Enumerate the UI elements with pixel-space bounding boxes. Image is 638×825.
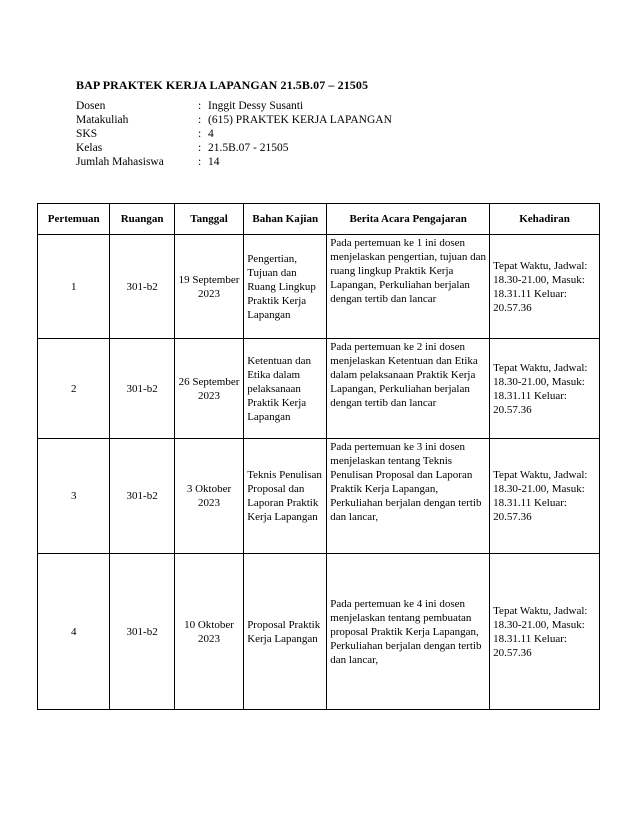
cell-pertemuan: 3 — [38, 439, 110, 554]
cell-tanggal: 10 Oktober 2023 — [174, 554, 243, 710]
info-row-kelas — [76, 141, 392, 155]
cell-berita-acara: Pada pertemuan ke 4 ini dosen menjelaskan tentang pembuatan proposal Praktik Kerja Lapangan, Perkuliahan berjalan dengan tertib dan lancar, — [327, 554, 490, 710]
table-row — [38, 439, 600, 554]
cell-tanggal: 26 September 2023 — [174, 339, 243, 439]
info-colon: : — [198, 100, 202, 112]
table-row — [38, 235, 600, 339]
cell-bahan-kajian: Proposal Praktik Kerja Lapangan — [244, 554, 327, 710]
info-value: 14 — [208, 156, 220, 168]
table-row — [38, 339, 600, 439]
info-label: Matakuliah — [76, 114, 129, 126]
info-colon: : — [198, 156, 202, 168]
cell-ruangan: 301-b2 — [110, 439, 174, 554]
cell-bahan-kajian: Ketentuan dan Etika dalam pelaksanaan Praktik Kerja Lapangan — [244, 339, 327, 439]
course-info — [76, 99, 392, 169]
info-row-jumlah-mahasiswa — [76, 155, 392, 169]
cell-tanggal: 19 September 2023 — [174, 235, 243, 339]
cell-ruangan: 301-b2 — [110, 339, 174, 439]
cell-tanggal: 3 Oktober 2023 — [174, 439, 243, 554]
cell-pertemuan: 4 — [38, 554, 110, 710]
table-row — [38, 554, 600, 710]
cell-bahan-kajian: Teknis Penulisan Proposal dan Laporan Praktik Kerja Lapangan — [244, 439, 327, 554]
bap-table — [37, 203, 600, 710]
document-title: BAP PRAKTEK KERJA LAPANGAN 21.5B.07 – 21505 — [76, 78, 369, 92]
info-value: (615) PRAKTEK KERJA LAPANGAN — [208, 114, 392, 126]
info-row-matakuliah — [76, 113, 392, 127]
cell-ruangan: 301-b2 — [110, 554, 174, 710]
info-label: Kelas — [76, 142, 103, 154]
info-value: 4 — [208, 128, 214, 140]
cell-berita-acara: Pada pertemuan ke 1 ini dosen menjelaskan pengertian, tujuan dan ruang lingkup Praktik Kerja Lapangan, Perkuliahan berjalan dengan tertib dan lancar — [327, 235, 490, 339]
header-tanggal: Tanggal — [174, 204, 243, 235]
info-value: Inggit Dessy Susanti — [208, 100, 304, 112]
cell-ruangan: 301-b2 — [110, 235, 174, 339]
cell-kehadiran: Tepat Waktu, Jadwal: 18.30-21.00, Masuk: 18.31.11 Keluar: 20.57.36 — [490, 339, 600, 439]
cell-pertemuan: 1 — [38, 235, 110, 339]
cell-pertemuan: 2 — [38, 339, 110, 439]
info-label: Dosen — [76, 100, 106, 112]
table-header-row — [38, 204, 600, 235]
cell-bahan-kajian: Pengertian, Tujuan dan Ruang Lingkup Praktik Kerja Lapangan — [244, 235, 327, 339]
info-colon: : — [198, 128, 202, 140]
cell-kehadiran: Tepat Waktu, Jadwal: 18.30-21.00, Masuk: 18.31.11 Keluar: 20.57.36 — [490, 235, 600, 339]
info-colon: : — [198, 142, 202, 154]
cell-kehadiran: Tepat Waktu, Jadwal: 18.30-21.00, Masuk: 18.31.11 Keluar: 20.57.36 — [490, 439, 600, 554]
info-colon: : — [198, 114, 202, 126]
cell-berita-acara: Pada pertemuan ke 2 ini dosen menjelaskan Ketentuan dan Etika dalam pelaksanaan Praktik Kerja Lapangan, Perkuliahan berjalan dengan tertib dan lancar — [327, 339, 490, 439]
header-bahan-kajian: Bahan Kajian — [244, 204, 327, 235]
header-ruangan: Ruangan — [110, 204, 174, 235]
info-label: SKS — [76, 128, 98, 140]
header-kehadiran: Kehadiran — [490, 204, 600, 235]
cell-berita-acara: Pada pertemuan ke 3 ini dosen menjelaskan tentang Teknis Penulisan Proposal dan Laporan Praktik Kerja Lapangan, Perkuliahan berjalan dengan tertib dan lancar, — [327, 439, 490, 554]
header-pertemuan: Pertemuan — [38, 204, 110, 235]
info-value: 21.5B.07 - 21505 — [208, 142, 289, 154]
header-berita-acara: Berita Acara Pengajaran — [327, 204, 490, 235]
info-label: Jumlah Mahasiswa — [76, 156, 164, 168]
info-row-sks — [76, 127, 392, 141]
info-row-dosen — [76, 99, 392, 113]
cell-kehadiran: Tepat Waktu, Jadwal: 18.30-21.00, Masuk: 18.31.11 Keluar: 20.57.36 — [490, 554, 600, 710]
